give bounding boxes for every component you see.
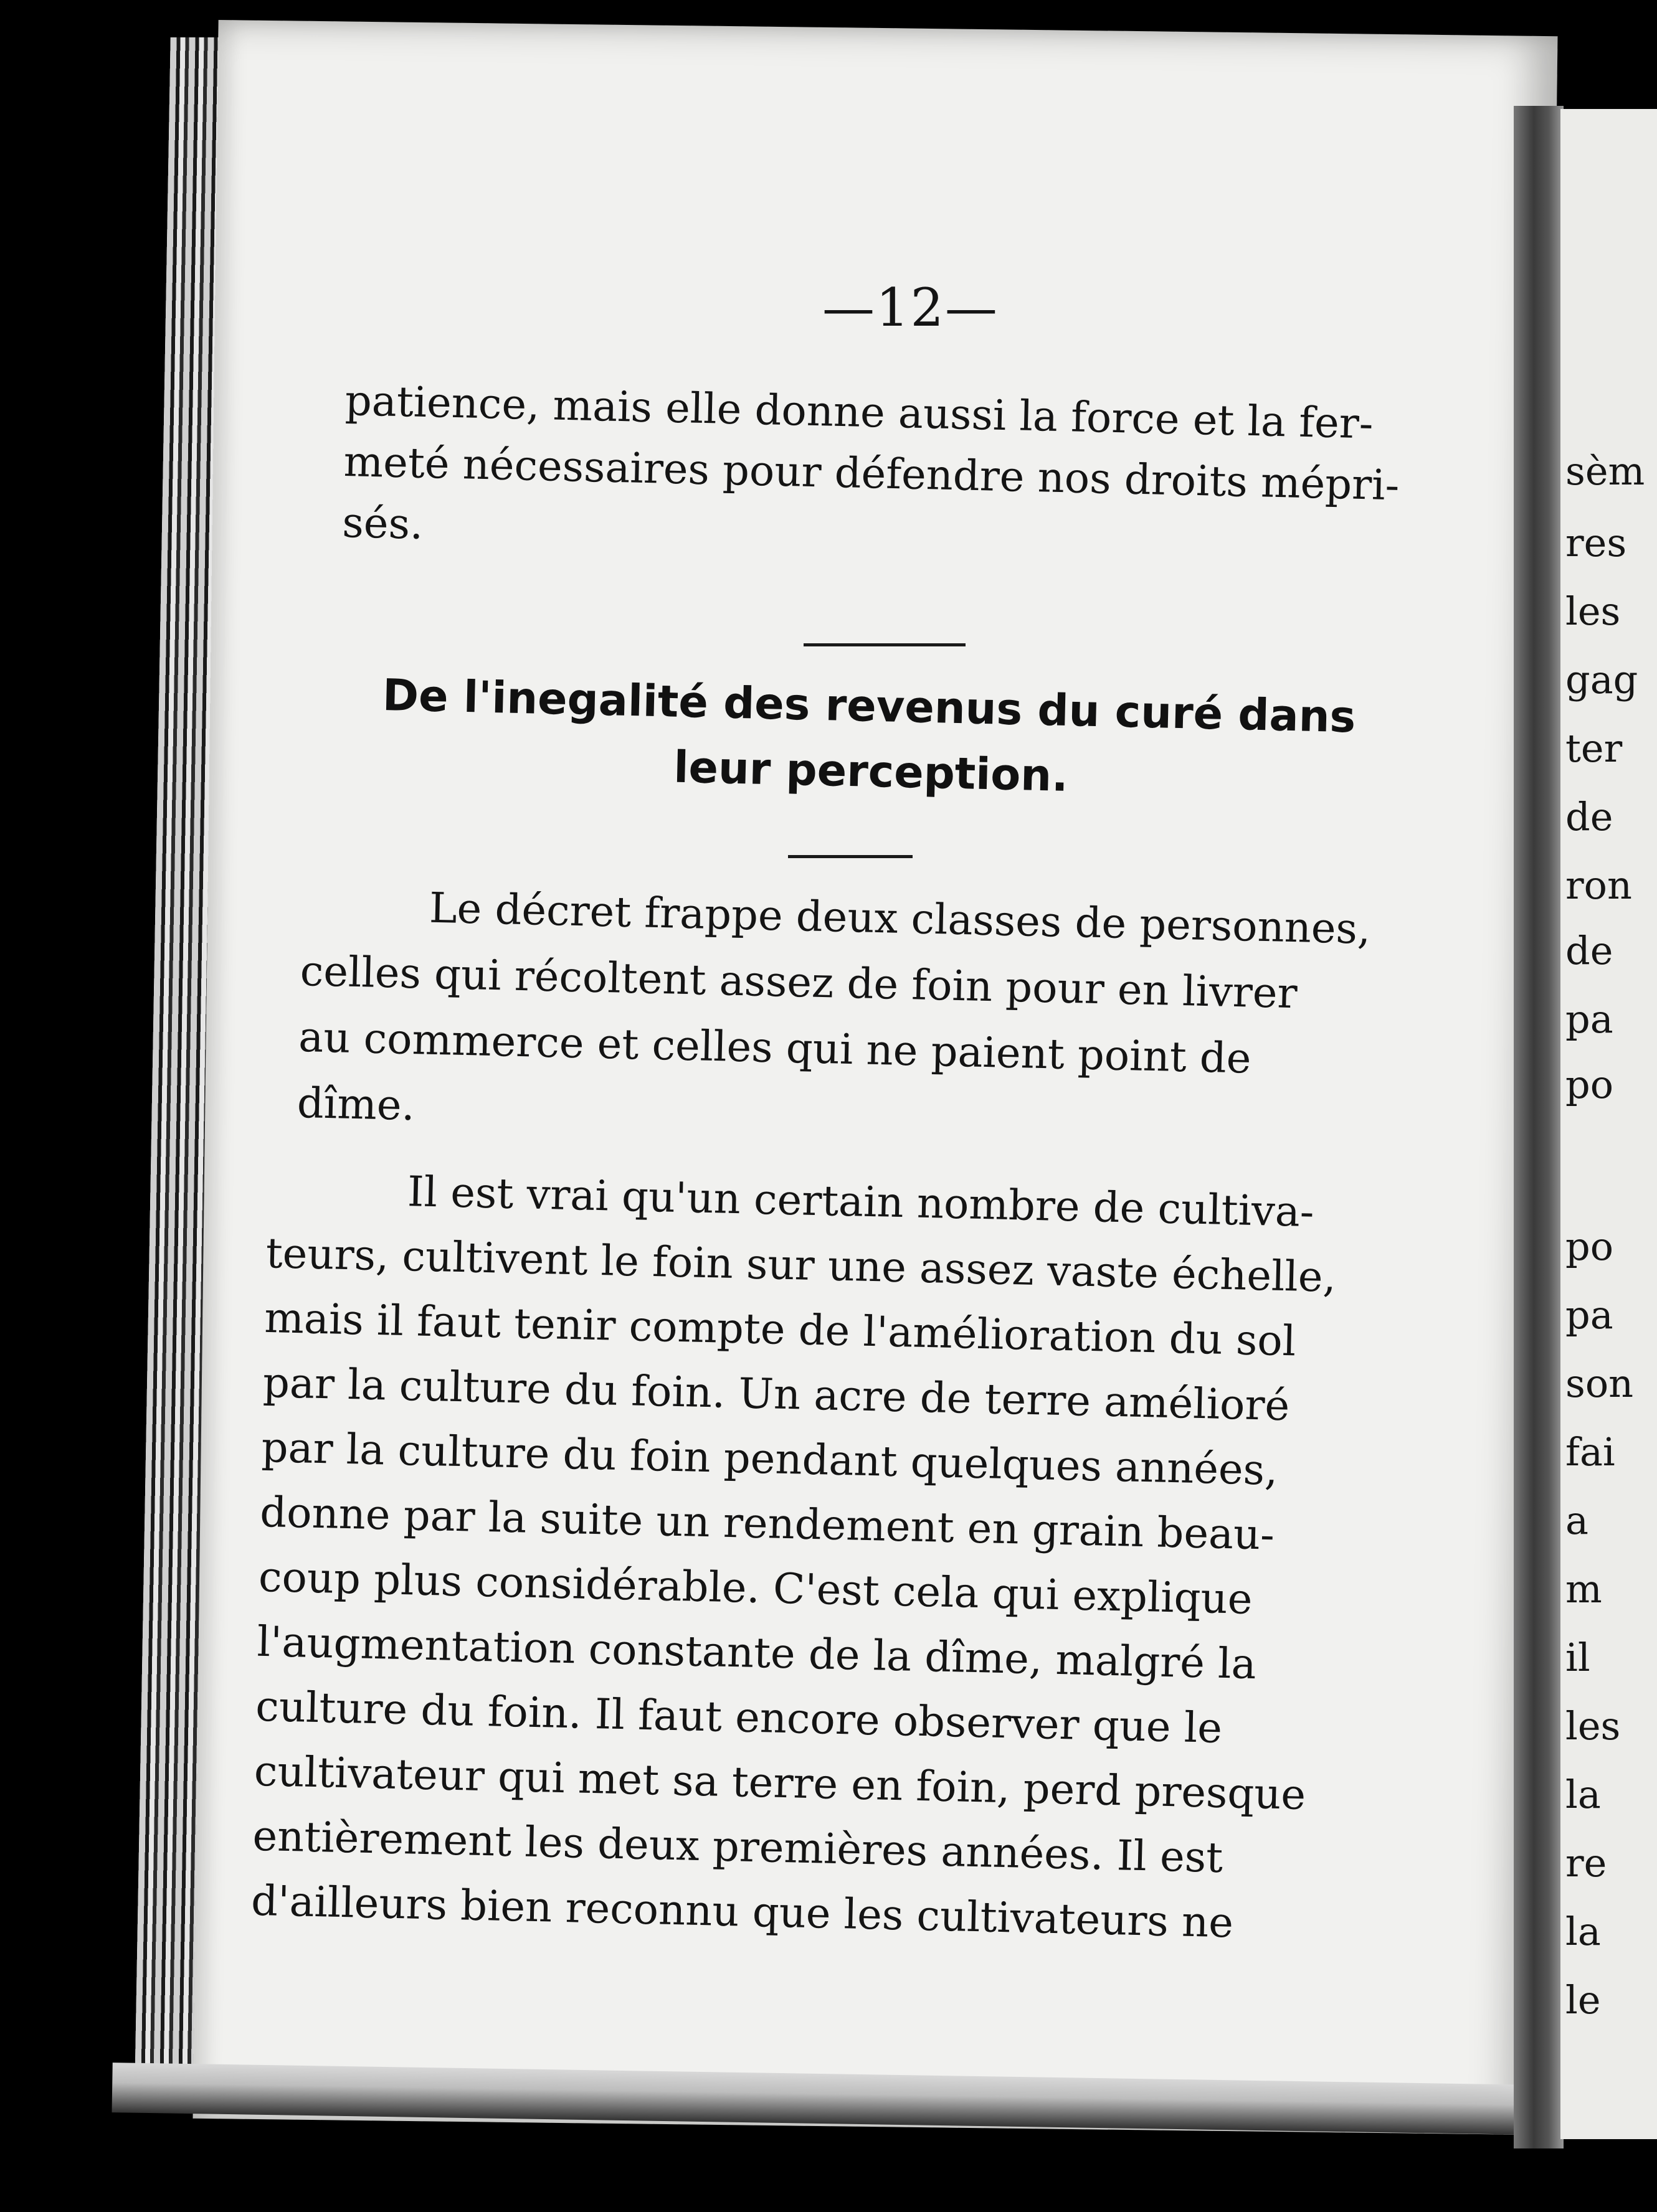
text-line: par la culture du foin. Un acre de terre amélioré	[262, 1358, 1291, 1430]
page-number: —12—	[822, 277, 999, 338]
text-line: entièrement les deux premières années. Il est	[252, 1811, 1223, 1883]
facing-fragment: la	[1565, 1772, 1601, 1817]
text-line: d'ailleurs bien reconnu que les cultivateurs ne	[250, 1876, 1234, 1947]
text-line: mais il faut tenir compte de l'amélioration du sol	[264, 1293, 1297, 1366]
facing-fragment: sèm	[1565, 448, 1645, 494]
text-line: sés.	[341, 498, 424, 549]
facing-fragment: m	[1565, 1566, 1602, 1612]
facing-fragment: po	[1565, 1224, 1614, 1269]
text-line: culture du foin. Il faut encore observer que le	[255, 1681, 1223, 1752]
text-line: Le décret frappe deux classes de personnes,	[429, 883, 1372, 953]
text-line: meté nécessaires pour défendre nos droits mépri-	[343, 437, 1400, 510]
facing-fragment: gag	[1565, 657, 1638, 702]
facing-fragment: pa	[1565, 1292, 1613, 1338]
text-line: celles qui récoltent assez de foin pour en livrer	[299, 946, 1298, 1018]
intro-paragraph	[342, 374, 1455, 573]
facing-fragment: de	[1565, 928, 1613, 973]
text-line: Il est vrai qu'un certain nombre de cultiva-	[407, 1167, 1315, 1237]
facing-fragment: les	[1565, 1703, 1621, 1749]
paragraph-1	[296, 884, 1417, 1171]
facing-fragment: son	[1565, 1361, 1634, 1406]
text-line: donne par la suite un rendement en grain beau-	[259, 1487, 1275, 1559]
text-line: patience, mais elle donne aussi la force et la fer-	[344, 376, 1374, 448]
text-line: par la culture du foin pendant quelques années,	[260, 1422, 1279, 1495]
text-line: cultivateur qui met sa terre en foin, perd presque	[254, 1746, 1306, 1820]
text-line: dîme.	[297, 1078, 415, 1130]
facing-fragment: ter	[1565, 726, 1623, 771]
facing-fragment: a	[1565, 1498, 1588, 1543]
section-heading	[380, 669, 1380, 835]
heading-line: leur perception.	[673, 741, 1069, 801]
facing-fragment: fai	[1565, 1429, 1615, 1475]
facing-fragment: po	[1565, 1062, 1614, 1107]
section-divider-top	[804, 643, 966, 646]
facing-fragment: il	[1565, 1635, 1590, 1680]
facing-fragment: la	[1565, 1909, 1601, 1954]
facing-fragment: les	[1565, 588, 1621, 634]
facing-fragment: ron	[1565, 863, 1632, 908]
text-line: au commerce et celles qui ne paient point de	[298, 1012, 1252, 1083]
heading-line: De l'inegalité des revenus du curé dans	[382, 669, 1357, 743]
facing-fragment: re	[1565, 1840, 1607, 1886]
facing-fragment: de	[1565, 794, 1613, 839]
facing-fragment: res	[1565, 520, 1627, 565]
facing-fragment: pa	[1565, 996, 1613, 1042]
facing-fragment: le	[1565, 1977, 1601, 2023]
text-line: coup plus considérable. C'est cela qui explique	[258, 1552, 1253, 1624]
section-divider-bottom	[788, 855, 913, 858]
text-line: l'augmentation constante de la dîme, malgré la	[256, 1617, 1257, 1689]
text-line: teurs, cultivent le foin sur une assez vaste échelle,	[265, 1228, 1337, 1302]
paragraph-2	[249, 1168, 1401, 2034]
